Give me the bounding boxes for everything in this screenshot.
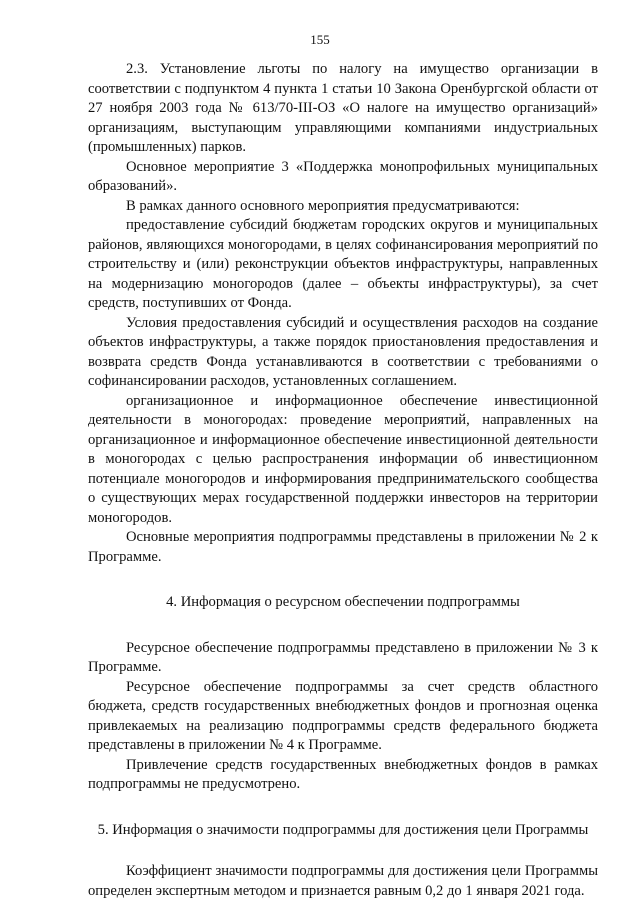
paragraph-10: Привлечение средств государственных внебюджетных фондов в рамках подпрограммы не предусмотрено. <box>88 756 598 792</box>
paragraph-7: Основные мероприятия подпрограммы представлены в приложении № 2 к Программе. <box>88 529 598 565</box>
paragraph-5: Условия предоставления субсидий и осуществления расходов на создание объектов инфраструктуры, а также порядок приостановления предоставления и возврата средств Фонда устанавливаются в соответствии с требованиями о софинансировании расходов, установленных соглашением. <box>88 314 598 389</box>
section-heading-1: 4. Информация о ресурсном обеспечении подпрограммы <box>166 594 520 610</box>
paragraph-8: Ресурсное обеспечение подпрограммы представлено в приложении № 3 к Программе. <box>88 639 598 675</box>
paragraph-4: предоставление субсидий бюджетам городских округов и муниципальных районов, являющихся моногородами, в целях софинансирования мероприятий по строительству и (или) реконструкции объектов инфраструктуры, направленных на модернизацию моногородов (далее – объекты инфраструктуры), за счет средств, поступивших от Фонда. <box>88 217 598 311</box>
paragraph-1: 2.3. Установление льготы по налогу на имущество организации в соответствии с подпунктом 4 пункта 1 статьи 10 Закона Оренбургской области от 27 ноября 2003 года № 613/70-III-ОЗ «О налоге на имущество организаций» организациям, выступающим управляющими компаниями индустриальных (промышленных) парков. <box>88 61 598 155</box>
spacer <box>88 795 598 821</box>
spacer <box>88 840 598 862</box>
paragraph-6: организационное и информационное обеспечение инвестиционной деятельности в моногородах: проведение мероприятий, направленных на организационное и информационное обеспечение инвестиционной деятельности в моногородах с целью распространения информации об инвестиционном потенциале моногородов и информирования предпринимательского сообщества о существующих мерах государственной поддержки инвесторов на территории моногородов. <box>88 392 598 526</box>
paragraph-11: Коэффициент значимости подпрограммы для достижения цели Программы определен экспертным методом и признается равным 0,2 до 1 января 2021 года. <box>88 863 598 899</box>
spacer <box>88 613 598 639</box>
page-number: 155 <box>310 32 330 47</box>
document-body <box>88 60 598 901</box>
paragraph-9: Ресурсное обеспечение подпрограммы за счет средств областного бюджета, средств государственных внебюджетных фондов и прогнозная оценка привлекаемых на реализацию подпрограммы средств федерального бюджета представлены в приложении № 4 к Программе. <box>88 678 598 753</box>
spacer <box>88 567 598 593</box>
paragraph-3: В рамках данного основного мероприятия предусматриваются: <box>126 197 520 214</box>
paragraph-2: Основное мероприятие 3 «Поддержка монопрофильных муниципальных образований». <box>88 158 598 194</box>
section-heading-2: 5. Информация о значимости подпрограммы для достижения цели Программы <box>97 821 589 838</box>
